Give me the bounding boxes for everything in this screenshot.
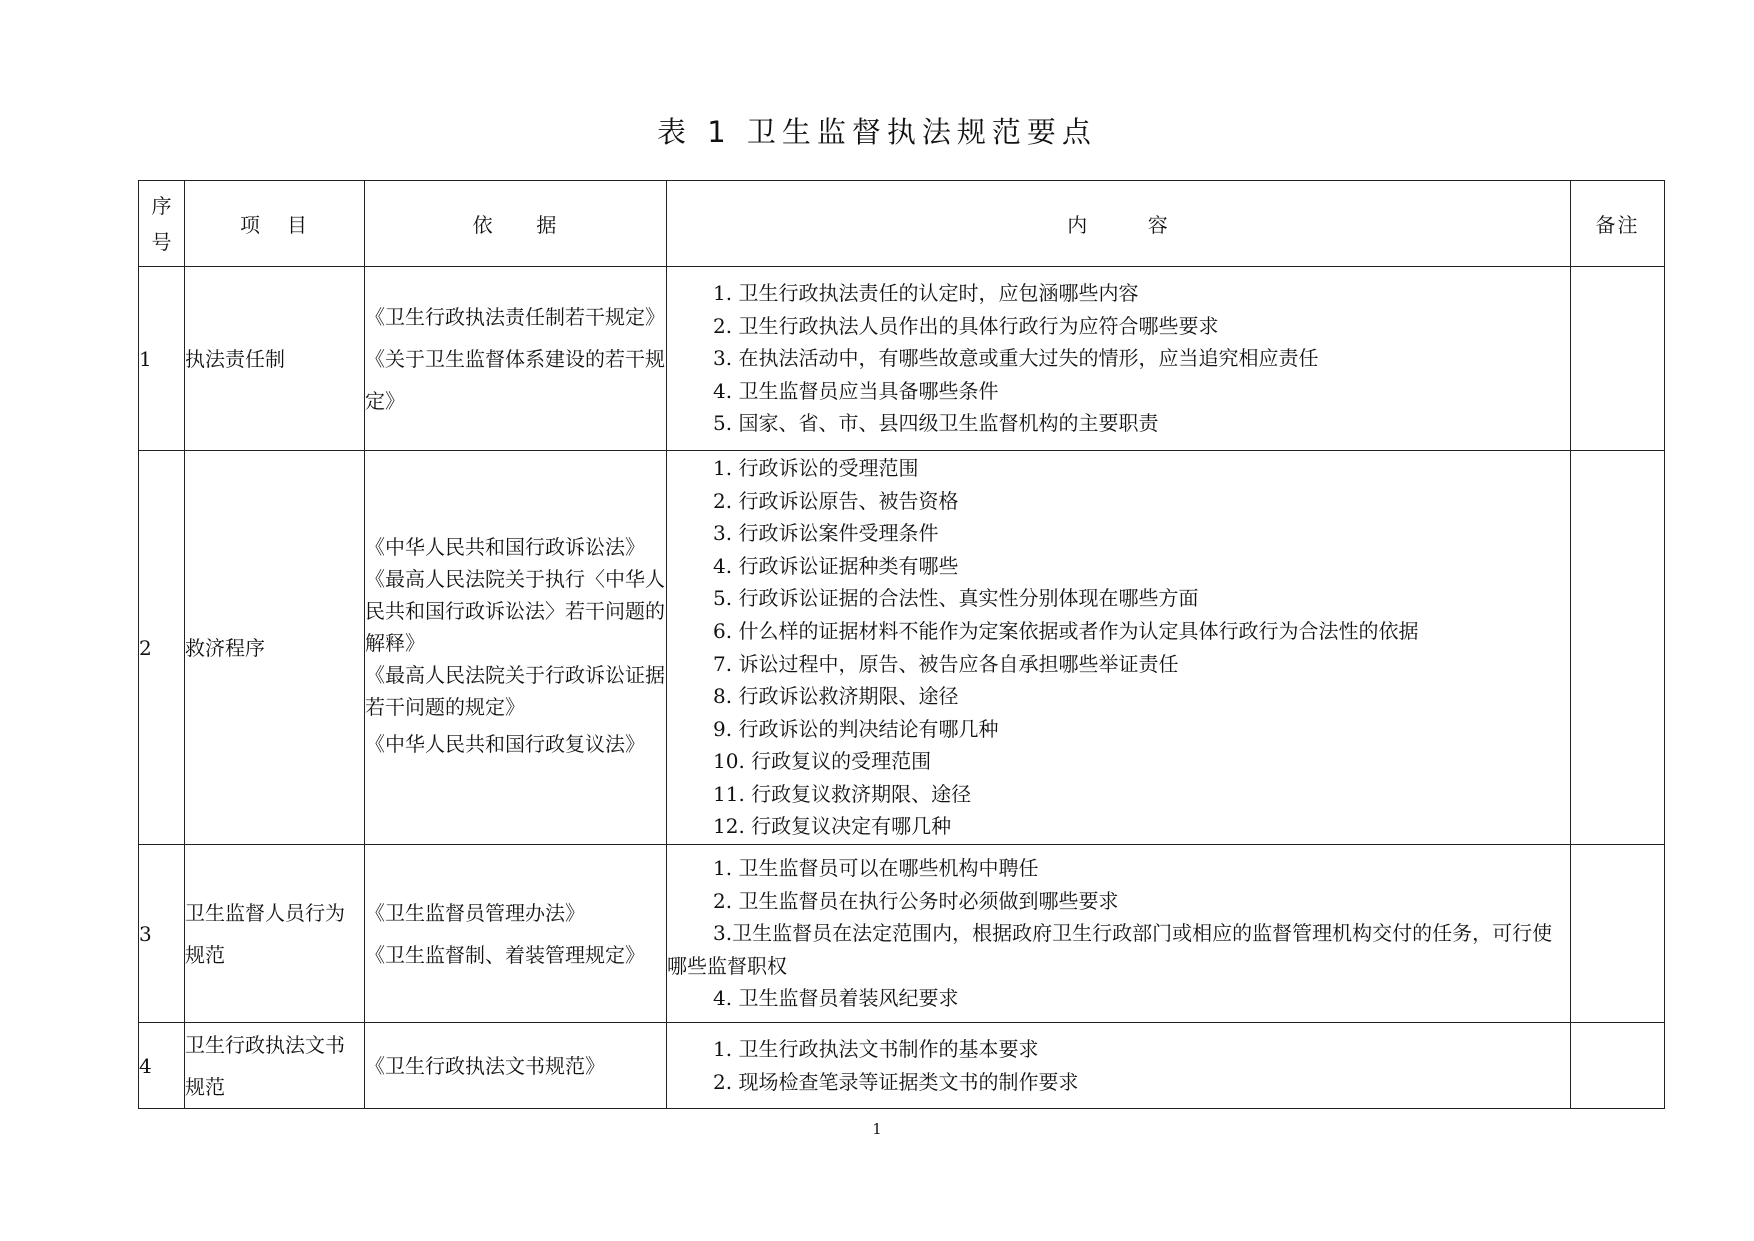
row-item: 卫生监督人员行为规范	[185, 845, 365, 1023]
basis-entry: 《关于卫生监督体系建设的若干规定》	[365, 346, 665, 413]
row-number: 2	[139, 451, 185, 845]
basis-entry: 《卫生行政执法文书规范》	[365, 1053, 605, 1078]
content-line: 2. 卫生监督员在执行公务时必须做到哪些要求	[713, 888, 1119, 913]
content-line: 5. 国家、省、市、县四级卫生监督机构的主要职责	[713, 411, 1159, 436]
row-item: 救济程序	[185, 451, 365, 845]
content-line: 4. 行政诉讼证据种类有哪些	[713, 553, 959, 578]
table-row	[139, 845, 1665, 1023]
content-line: 5. 行政诉讼证据的合法性、真实性分别体现在哪些方面	[713, 586, 1199, 611]
content-line: 1. 行政诉讼的受理范围	[713, 455, 919, 480]
content-line: 4. 卫生监督员应当具备哪些条件	[713, 378, 999, 403]
regulation-table	[138, 180, 1665, 1109]
row-basis	[365, 267, 667, 451]
content-line: 2. 卫生行政执法人员作出的具体行政行为应符合哪些要求	[713, 313, 1219, 338]
table-row	[139, 1023, 1665, 1109]
content-line: 7. 诉讼过程中，原告、被告应各自承担哪些举证责任	[713, 651, 1179, 676]
row-number: 3	[139, 845, 185, 1023]
row-content	[667, 451, 1571, 845]
basis-entry: 《最高人民法院关于行政诉讼证据若干问题的规定》	[365, 662, 665, 719]
table-row	[139, 451, 1665, 845]
table-row	[139, 267, 1665, 451]
basis-entry: 《卫生监督员管理办法》	[365, 900, 585, 925]
content-line: 10. 行政复议的受理范围	[713, 749, 932, 774]
content-line: 8. 行政诉讼救济期限、途径	[713, 684, 959, 709]
content-line: 2. 行政诉讼原告、被告资格	[713, 488, 959, 513]
basis-entry: 《最高人民法院关于执行〈中华人民共和国行政诉讼法〉若干问题的解释》	[365, 566, 665, 655]
content-line: 1. 卫生监督员可以在哪些机构中聘任	[713, 856, 1039, 881]
row-note	[1571, 267, 1665, 451]
basis-entry: 《中华人民共和国行政复议法》	[365, 731, 645, 756]
content-line: 6. 什么样的证据材料不能作为定案依据或者作为认定具体行政行为合法性的依据	[713, 618, 1419, 643]
content-line: 3.卫生监督员在法定范围内，根据政府卫生行政部门或相应的监督管理机构交付的任务，可行使哪些监督职权	[667, 921, 1553, 978]
content-line: 1. 卫生行政执法责任的认定时，应包涵哪些内容	[713, 281, 1139, 306]
content-line: 2. 现场检查笔录等证据类文书的制作要求	[713, 1069, 1079, 1094]
row-number: 1	[139, 267, 185, 451]
header-basis: 依 据	[365, 181, 667, 267]
row-number: 4	[139, 1023, 185, 1109]
page-title: 表 1 卫生监督执法规范要点	[657, 115, 1097, 149]
table-header-row	[139, 181, 1665, 267]
row-item: 执法责任制	[185, 267, 365, 451]
row-basis	[365, 1023, 667, 1109]
row-content	[667, 845, 1571, 1023]
header-no: 序 号	[139, 181, 185, 267]
header-item: 项 目	[185, 181, 365, 267]
content-line: 3. 行政诉讼案件受理条件	[713, 521, 939, 546]
row-note	[1571, 845, 1665, 1023]
row-basis	[365, 845, 667, 1023]
content-line: 9. 行政诉讼的判决结论有哪几种	[713, 716, 999, 741]
header-note: 备注	[1571, 181, 1665, 267]
row-basis	[365, 451, 667, 845]
content-line: 3. 在执法活动中，有哪些故意或重大过失的情形，应当追究相应责任	[713, 346, 1319, 371]
basis-entry: 《中华人民共和国行政诉讼法》	[365, 534, 645, 559]
row-content	[667, 1023, 1571, 1109]
content-line: 12. 行政复议决定有哪几种	[713, 814, 952, 839]
row-note	[1571, 451, 1665, 845]
basis-entry: 《卫生行政执法责任制若干规定》	[365, 304, 665, 329]
row-item: 卫生行政执法文书规范	[185, 1023, 365, 1109]
row-note	[1571, 1023, 1665, 1109]
content-line: 1. 卫生行政执法文书制作的基本要求	[713, 1037, 1039, 1061]
row-content	[667, 267, 1571, 451]
page-number: 1	[872, 1120, 882, 1138]
header-content: 内 容	[667, 181, 1571, 267]
basis-entry: 《卫生监督制、着装管理规定》	[365, 942, 645, 967]
content-line: 4. 卫生监督员着装风纪要求	[713, 986, 959, 1011]
content-line: 11. 行政复议救济期限、途径	[713, 781, 972, 806]
